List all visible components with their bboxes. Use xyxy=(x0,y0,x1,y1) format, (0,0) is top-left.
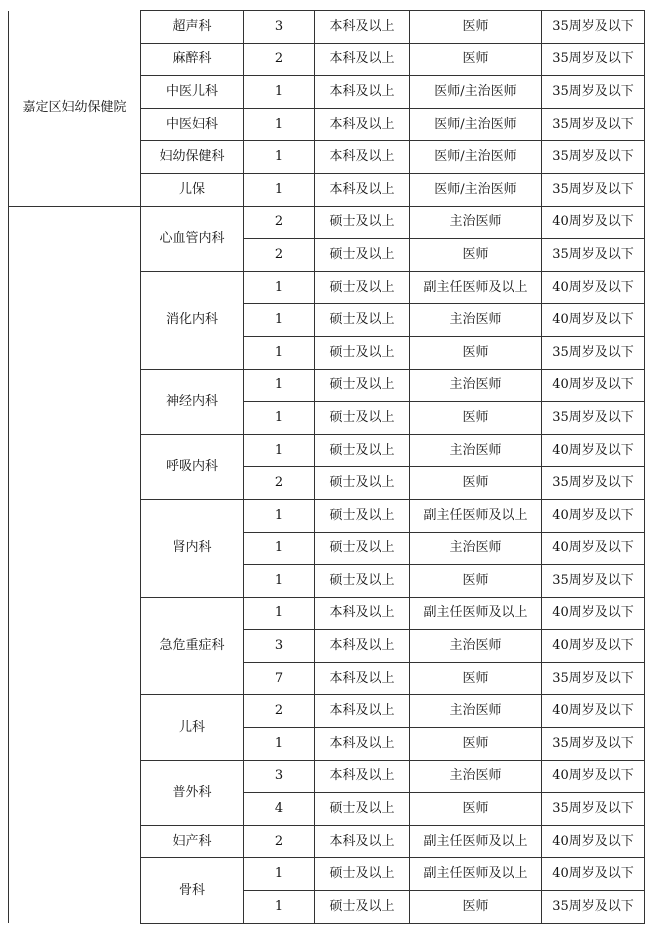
age-requirement-cell: 40周岁及以下 xyxy=(542,532,645,565)
age-requirement-cell: 35周岁及以下 xyxy=(542,467,645,500)
job-title-cell: 主治医师 xyxy=(410,630,542,663)
age-requirement-cell: 35周岁及以下 xyxy=(542,11,645,44)
job-title-cell: 医师 xyxy=(410,662,542,695)
department-cell: 儿科 xyxy=(141,695,244,760)
department-cell: 妇产科 xyxy=(141,825,244,858)
department-cell: 普外科 xyxy=(141,760,244,825)
age-requirement-cell: 35周岁及以下 xyxy=(542,336,645,369)
department-cell: 儿保 xyxy=(141,173,244,206)
age-requirement-cell: 40周岁及以下 xyxy=(542,304,645,337)
education-cell: 本科及以上 xyxy=(315,173,410,206)
age-requirement-cell: 40周岁及以下 xyxy=(542,760,645,793)
age-requirement-cell: 35周岁及以下 xyxy=(542,43,645,76)
department-cell: 骨科 xyxy=(141,858,244,923)
job-title-cell: 医师 xyxy=(410,239,542,272)
job-title-cell: 医师 xyxy=(410,728,542,761)
job-title-cell: 副主任医师及以上 xyxy=(410,597,542,630)
headcount-cell: 1 xyxy=(244,402,315,435)
headcount-cell: 7 xyxy=(244,662,315,695)
job-title-cell: 医师 xyxy=(410,467,542,500)
headcount-cell: 1 xyxy=(244,141,315,174)
headcount-cell: 1 xyxy=(244,532,315,565)
job-title-cell: 医师/主治医师 xyxy=(410,108,542,141)
headcount-cell: 1 xyxy=(244,76,315,109)
education-cell: 硕士及以上 xyxy=(315,858,410,891)
headcount-cell: 3 xyxy=(244,630,315,663)
headcount-cell: 1 xyxy=(244,891,315,924)
headcount-cell: 1 xyxy=(244,858,315,891)
job-title-cell: 主治医师 xyxy=(410,760,542,793)
age-requirement-cell: 35周岁及以下 xyxy=(542,108,645,141)
education-cell: 硕士及以上 xyxy=(315,565,410,598)
job-title-cell: 主治医师 xyxy=(410,206,542,239)
job-title-cell: 医师 xyxy=(410,891,542,924)
education-cell: 本科及以上 xyxy=(315,43,410,76)
department-cell: 超声科 xyxy=(141,11,244,44)
education-cell: 硕士及以上 xyxy=(315,336,410,369)
job-title-cell: 医师 xyxy=(410,43,542,76)
department-cell: 麻醉科 xyxy=(141,43,244,76)
hospital-name-cell xyxy=(9,206,141,923)
headcount-cell: 1 xyxy=(244,336,315,369)
age-requirement-cell: 40周岁及以下 xyxy=(542,858,645,891)
education-cell: 硕士及以上 xyxy=(315,793,410,826)
education-cell: 硕士及以上 xyxy=(315,271,410,304)
job-title-cell: 主治医师 xyxy=(410,304,542,337)
job-title-cell: 医师 xyxy=(410,336,542,369)
headcount-cell: 2 xyxy=(244,825,315,858)
education-cell: 本科及以上 xyxy=(315,825,410,858)
hospital-name-cell: 嘉定区妇幼保健院 xyxy=(9,11,141,207)
headcount-cell: 2 xyxy=(244,239,315,272)
education-cell: 硕士及以上 xyxy=(315,369,410,402)
department-cell: 中医妇科 xyxy=(141,108,244,141)
job-title-cell: 副主任医师及以上 xyxy=(410,499,542,532)
headcount-cell: 2 xyxy=(244,206,315,239)
age-requirement-cell: 40周岁及以下 xyxy=(542,499,645,532)
age-requirement-cell: 35周岁及以下 xyxy=(542,565,645,598)
job-title-cell: 医师 xyxy=(410,565,542,598)
job-title-cell: 主治医师 xyxy=(410,369,542,402)
age-requirement-cell: 40周岁及以下 xyxy=(542,630,645,663)
headcount-cell: 3 xyxy=(244,760,315,793)
education-cell: 硕士及以上 xyxy=(315,206,410,239)
job-title-cell: 副主任医师及以上 xyxy=(410,825,542,858)
job-title-cell: 医师/主治医师 xyxy=(410,173,542,206)
job-title-cell: 医师 xyxy=(410,11,542,44)
job-title-cell: 主治医师 xyxy=(410,532,542,565)
department-cell: 妇幼保健科 xyxy=(141,141,244,174)
headcount-cell: 2 xyxy=(244,467,315,500)
job-title-cell: 医师/主治医师 xyxy=(410,141,542,174)
headcount-cell: 4 xyxy=(244,793,315,826)
table-row xyxy=(9,206,645,239)
education-cell: 硕士及以上 xyxy=(315,891,410,924)
recruitment-table xyxy=(8,10,645,924)
headcount-cell: 3 xyxy=(244,11,315,44)
job-title-cell: 医师 xyxy=(410,402,542,435)
education-cell: 本科及以上 xyxy=(315,108,410,141)
age-requirement-cell: 40周岁及以下 xyxy=(542,369,645,402)
age-requirement-cell: 40周岁及以下 xyxy=(542,271,645,304)
headcount-cell: 1 xyxy=(244,108,315,141)
job-title-cell: 副主任医师及以上 xyxy=(410,858,542,891)
job-title-cell: 主治医师 xyxy=(410,695,542,728)
headcount-cell: 2 xyxy=(244,43,315,76)
age-requirement-cell: 40周岁及以下 xyxy=(542,825,645,858)
education-cell: 本科及以上 xyxy=(315,11,410,44)
headcount-cell: 1 xyxy=(244,369,315,402)
education-cell: 本科及以上 xyxy=(315,630,410,663)
age-requirement-cell: 40周岁及以下 xyxy=(542,434,645,467)
education-cell: 硕士及以上 xyxy=(315,434,410,467)
headcount-cell: 2 xyxy=(244,695,315,728)
headcount-cell: 1 xyxy=(244,565,315,598)
age-requirement-cell: 35周岁及以下 xyxy=(542,891,645,924)
education-cell: 本科及以上 xyxy=(315,662,410,695)
department-cell: 肾内科 xyxy=(141,499,244,597)
job-title-cell: 主治医师 xyxy=(410,434,542,467)
education-cell: 硕士及以上 xyxy=(315,467,410,500)
education-cell: 本科及以上 xyxy=(315,728,410,761)
department-cell: 心血管内科 xyxy=(141,206,244,271)
department-cell: 急危重症科 xyxy=(141,597,244,695)
education-cell: 硕士及以上 xyxy=(315,499,410,532)
headcount-cell: 1 xyxy=(244,597,315,630)
headcount-cell: 1 xyxy=(244,304,315,337)
department-cell: 神经内科 xyxy=(141,369,244,434)
education-cell: 硕士及以上 xyxy=(315,304,410,337)
education-cell: 硕士及以上 xyxy=(315,239,410,272)
age-requirement-cell: 35周岁及以下 xyxy=(542,662,645,695)
age-requirement-cell: 35周岁及以下 xyxy=(542,239,645,272)
job-title-cell: 医师/主治医师 xyxy=(410,76,542,109)
age-requirement-cell: 40周岁及以下 xyxy=(542,206,645,239)
age-requirement-cell: 35周岁及以下 xyxy=(542,728,645,761)
headcount-cell: 1 xyxy=(244,728,315,761)
age-requirement-cell: 35周岁及以下 xyxy=(542,141,645,174)
age-requirement-cell: 35周岁及以下 xyxy=(542,76,645,109)
headcount-cell: 1 xyxy=(244,173,315,206)
job-title-cell: 副主任医师及以上 xyxy=(410,271,542,304)
age-requirement-cell: 35周岁及以下 xyxy=(542,402,645,435)
education-cell: 本科及以上 xyxy=(315,760,410,793)
department-cell: 呼吸内科 xyxy=(141,434,244,499)
recruitment-table-body xyxy=(9,11,645,924)
education-cell: 硕士及以上 xyxy=(315,532,410,565)
education-cell: 本科及以上 xyxy=(315,76,410,109)
education-cell: 本科及以上 xyxy=(315,695,410,728)
department-cell: 消化内科 xyxy=(141,271,244,369)
education-cell: 本科及以上 xyxy=(315,597,410,630)
table-row xyxy=(9,11,645,44)
job-title-cell: 医师 xyxy=(410,793,542,826)
headcount-cell: 1 xyxy=(244,271,315,304)
headcount-cell: 1 xyxy=(244,499,315,532)
education-cell: 本科及以上 xyxy=(315,141,410,174)
headcount-cell: 1 xyxy=(244,434,315,467)
education-cell: 硕士及以上 xyxy=(315,402,410,435)
age-requirement-cell: 40周岁及以下 xyxy=(542,695,645,728)
age-requirement-cell: 40周岁及以下 xyxy=(542,597,645,630)
age-requirement-cell: 35周岁及以下 xyxy=(542,793,645,826)
department-cell: 中医儿科 xyxy=(141,76,244,109)
age-requirement-cell: 35周岁及以下 xyxy=(542,173,645,206)
